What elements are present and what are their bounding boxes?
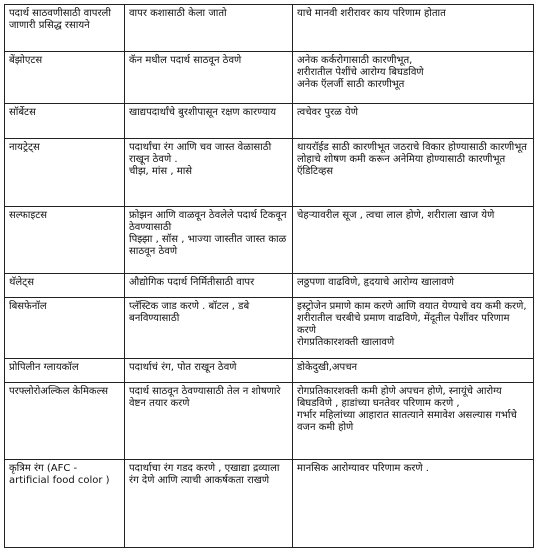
table-row <box>5 460 534 548</box>
effect-cell: लठ्ठपणा वाढविणे, हृदयाचे आरोग्य खालावणे <box>293 274 534 298</box>
table-row <box>5 298 534 359</box>
header-use: वापर कशासाठी केला जातो <box>125 5 293 52</box>
effect-cell: अनेक कर्करोगासाठी कारणीभूत, शरीरातील पेशींचे आरोग्य बिघडविणे अनेक ऍलर्जी साठी कारणीभूत <box>293 52 534 104</box>
chemical-cell: नायट्रेट्स <box>5 139 125 207</box>
chemical-cell: बेंझोएटस <box>5 52 125 104</box>
effect-cell: मानसिक आरोग्यावर परिणाम करणे . <box>293 460 534 548</box>
header-effect: याचे मानवी शरीरावर काय परिणाम होतात <box>293 5 534 52</box>
table-row <box>5 383 534 460</box>
use-cell: फ्रोझन आणि वाळवून ठेवलेले पदार्थ टिकवून ठेवण्यासाठी पिझ्झा , सॉस , भाज्या जास्तीत जास्त काळ साठवून ठेवणे <box>125 207 293 274</box>
chemical-cell: सल्फाइटस <box>5 207 125 274</box>
table-row <box>5 52 534 104</box>
use-cell: औद्योगिक पदार्थ निर्मितीसाठी वापर <box>125 274 293 298</box>
chemical-cell: सॉर्बेटस <box>5 104 125 139</box>
table-header-row <box>5 5 534 52</box>
use-cell: खाद्यपदार्थांचे बुरशीपासून रक्षण कारण्याय <box>125 104 293 139</box>
chemical-cell: परफ्लोरोअल्किल केमिकल्स <box>5 383 125 460</box>
table-row <box>5 274 534 298</box>
use-cell: प्लॅस्टिक जाड करणे . बॉटल , डबे बनविण्यासाठी <box>125 298 293 359</box>
preservatives-table <box>4 4 534 548</box>
table-row <box>5 104 534 139</box>
table-row <box>5 207 534 274</box>
table-row <box>5 359 534 383</box>
use-cell: पदार्थ साठवून ठेवण्यासाठी तेल न शोषणारे वेष्टन तयार करणे <box>125 383 293 460</box>
use-cell: पदार्थांचा रंग आणि चव जास्त वेळासाठी राखून ठेवणे . चीझ, मांस , मासे <box>125 139 293 207</box>
use-cell: पदार्थाचा रंग गडद करणे , एखाद्या द्रव्याला रंग देणे आणि त्याची आकर्षकता राखणे <box>125 460 293 548</box>
use-cell: पदार्थाचं रंग, पोत राखून ठेवणे <box>125 359 293 383</box>
table-row <box>5 139 534 207</box>
chemical-cell: बिसफेनॉल <box>5 298 125 359</box>
chemical-cell: कृत्रिम रंग (AFC - artificial food color ) <box>5 460 125 548</box>
effect-cell: इस्ट्रोजेन प्रमाणे काम करणे आणि वयात येण्याचे वय कमी करणे, शरीरातील चरबीचे प्रमाण वाढविणे, मेंदूतील पेशींवर परिणाम करणे रोगप्रतिकारशक्ती खालावणे <box>293 298 534 359</box>
use-cell: कॅन मधील पदार्थ साठवून ठेवणे <box>125 52 293 104</box>
chemical-cell: थॅलेट्स <box>5 274 125 298</box>
header-chemical: पदार्थ साठवणीसाठी वापरली जाणारी प्रसिद्ध रसायने <box>5 5 125 52</box>
effect-cell: रोगप्रतिकारशक्ती कमी होणे अपचन होणे, स्नायूंचे आरोग्य बिघडविणे , हाडांच्या घनतेवर परिणाम करणे , गर्भार महिलांच्या आहारात सातत्याने समावेश असल्यास गर्भाचे वजन कमी होणे <box>293 383 534 460</box>
chemical-cell: प्रोपिलीन ग्लायकॉल <box>5 359 125 383</box>
effect-cell: चेहऱ्यावरील सूज , त्वचा लाल होणे, शरीराला खाज येणे <box>293 207 534 274</box>
effect-cell: डोकेदुखी,अपचन <box>293 359 534 383</box>
effect-cell: त्वचेवर पुरळ येणे <box>293 104 534 139</box>
effect-cell: थायरॉईड साठी कारणीभूत जठराचे विकार होण्यासाठी कारणीभूत लोहाचे शोषण कमी करून अनेमिया होण्यासाठी कारणीभूत ऍडिटिव्हस <box>293 139 534 207</box>
document-page <box>4 4 533 548</box>
